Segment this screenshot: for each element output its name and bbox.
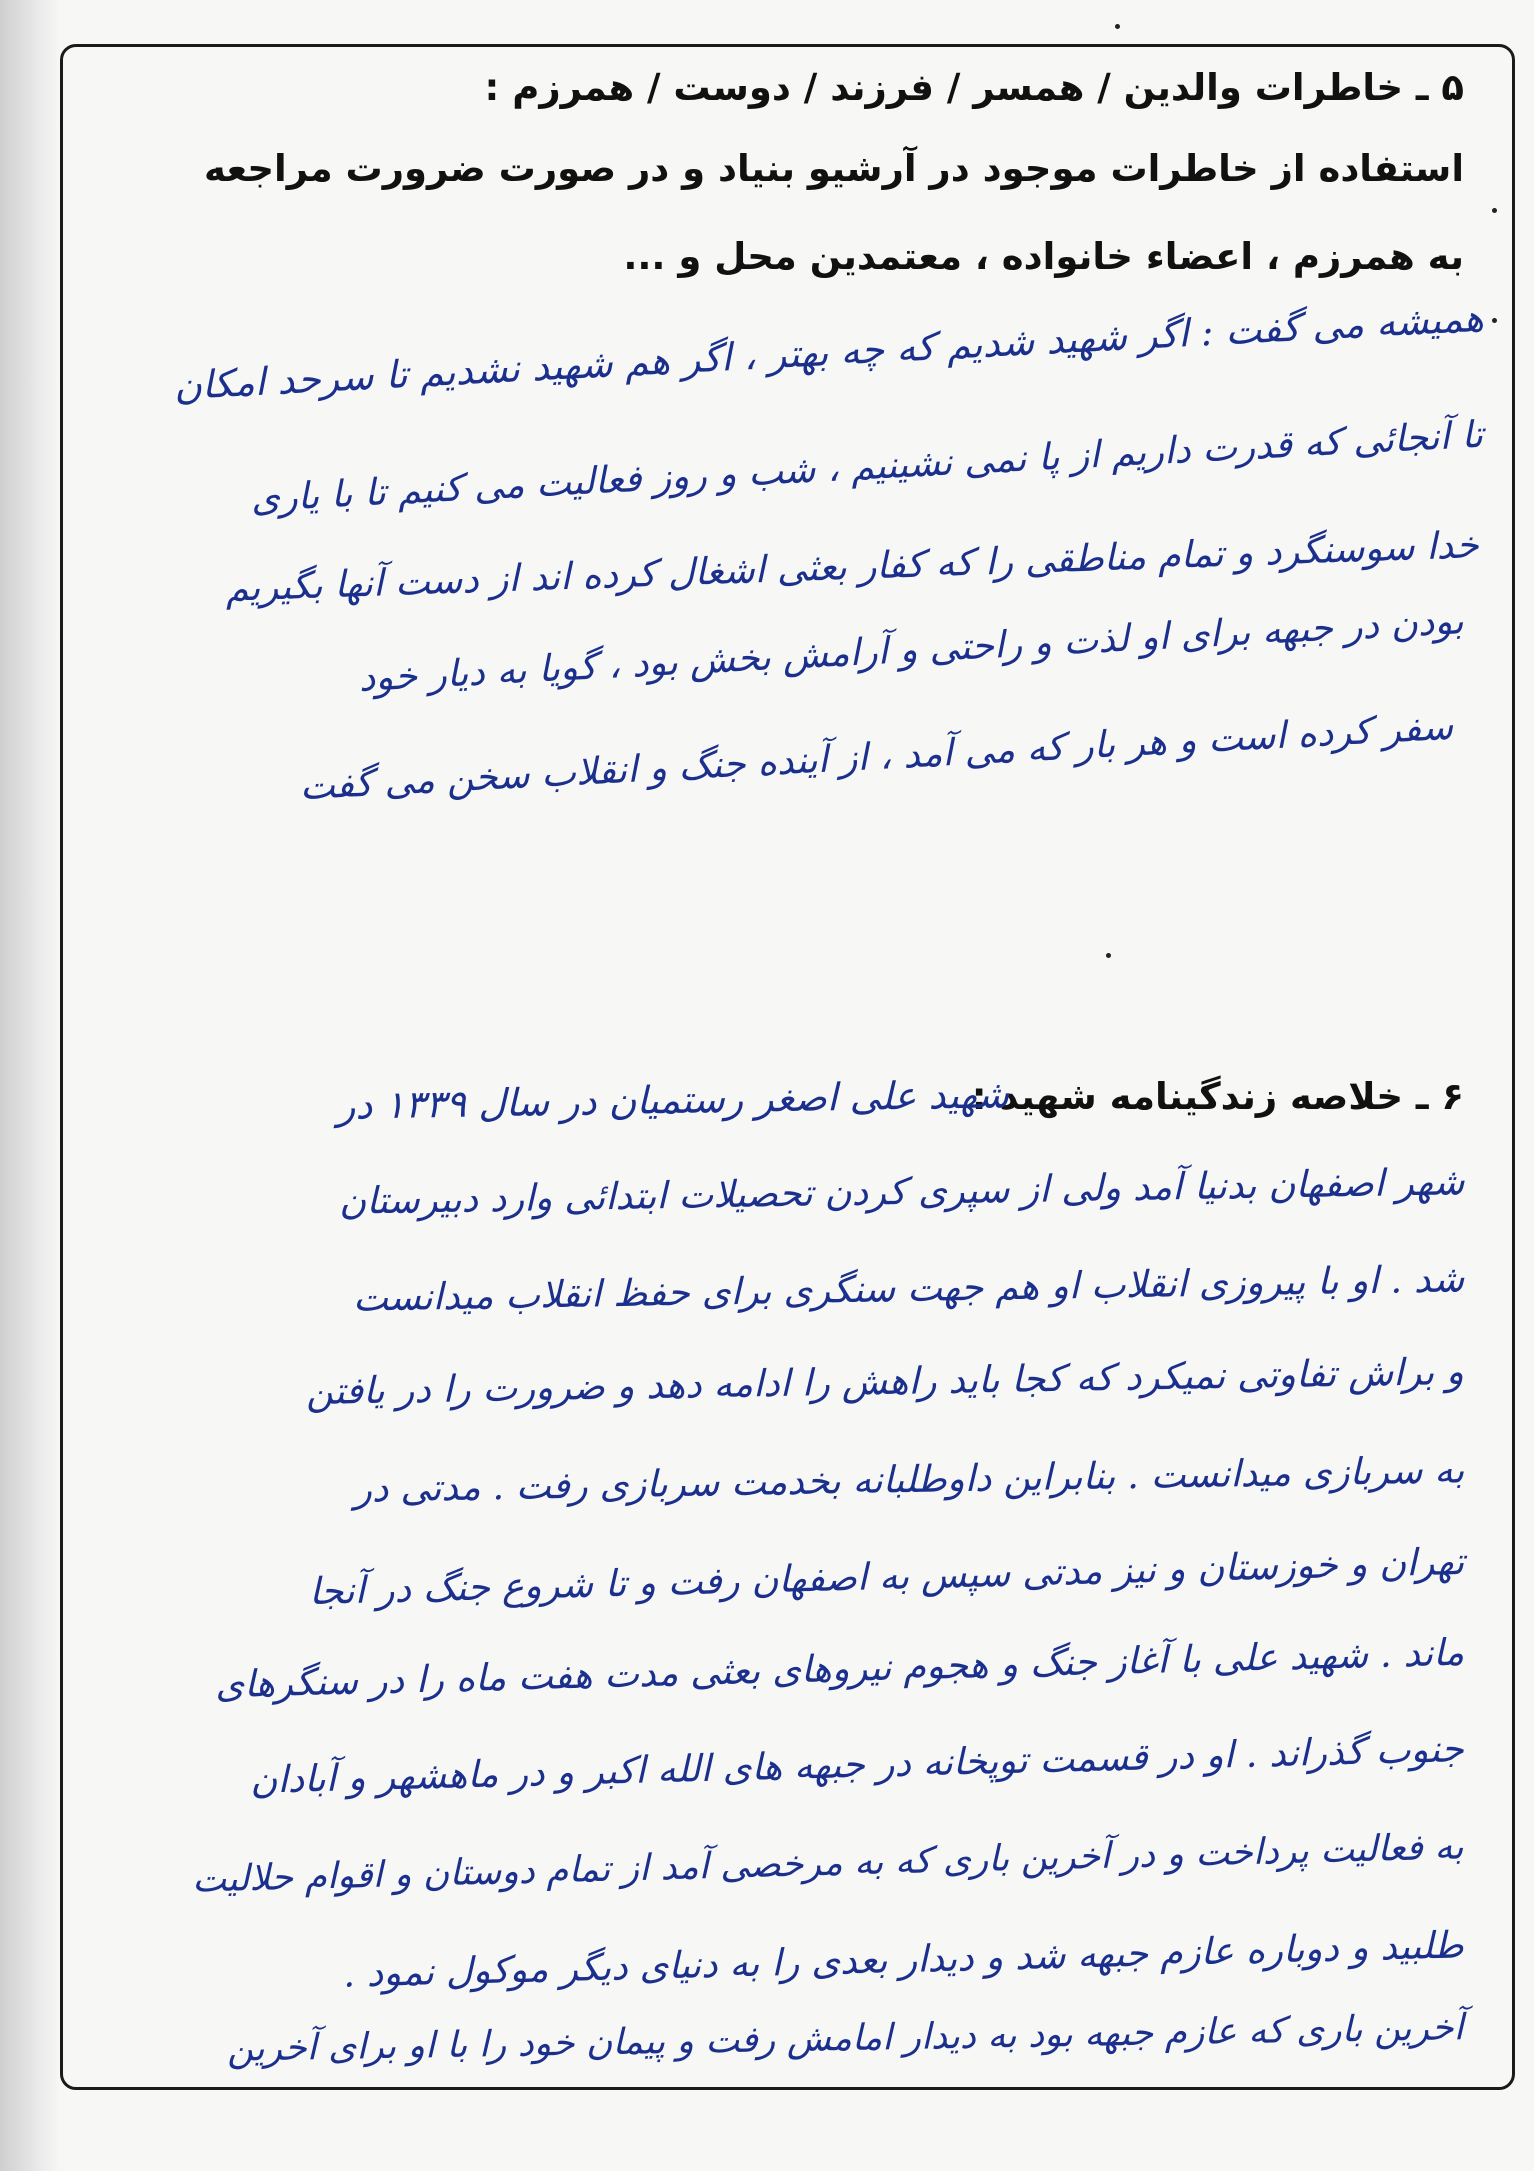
biography-line-5: به سربازی میدانست . بنابراین داوطلبانه بخدمت سربازی رفت . مدتی در	[353, 1448, 1465, 1511]
section5-instruction-line1: استفاده از خاطرات موجود در آرشیو بنیاد و در صورت ضرورت مراجعه	[204, 147, 1464, 190]
biography-line-11: آخرین باری که عازم جبهه بود به دیدار امامش رفت و پیمان خود را با او برای آخرین	[227, 2007, 1465, 2070]
scan-edge-shadow	[0, 0, 60, 2171]
memory-line-1: همیشه می گفت : اگر شهید شدیم که چه بهتر ، اگر هم شهید نشدیم تا سرحد امکان	[172, 295, 1485, 409]
memory-line-3: خدا سوسنگرد و تمام مناطقی را که کفار بعثی اشغال کرده اند از دست آنها بگیریم	[224, 523, 1480, 610]
punch-mark	[1115, 24, 1120, 29]
biography-line-4: و براش تفاوتی نمیکرد که کجا باید راهش را ادامه دهد و ضرورت را در یافتن	[305, 1349, 1465, 1414]
biography-line-3: شد . او با پیروزی انقلاب او هم جهت سنگری برای حفظ انقلاب میدانست	[352, 1257, 1465, 1320]
memory-line-4: بودن در جبهه برای او لذت و راحتی و آرامش بخش بود ، گویا به دیار خود	[357, 599, 1465, 700]
section6-heading: ۶ ـ خلاصه زندگینامه شهید :	[971, 1075, 1464, 1118]
biography-line-6: تهران و خوزستان و نیز مدتی سپس به اصفهان رفت و تا شروع جنگ در آنجا	[308, 1539, 1465, 1614]
biography-line-2: شهر اصفهان بدنیا آمد ولی از سپری کردن تحصیلات ابتدائی وارد دبیرستان	[338, 1160, 1465, 1223]
biography-line-8: جنوب گذراند . او در قسمت توپخانه در جبهه های الله اکبر و در ماهشهر و آبادان	[249, 1727, 1465, 1802]
section5-instruction-line2: به همرزم ، اعضاء خانواده ، معتمدین محل و ...	[623, 235, 1464, 278]
memory-line-5: سفر کرده است و هر بار که می آمد ، از آینده جنگ و انقلاب سخن می گفت	[298, 704, 1455, 809]
biography-line-1: شهید علی اصغر رستمیان در سال ۱۳۳۹ در	[336, 1072, 1010, 1128]
memory-line-2: تا آنجائی که قدرت داریم از پا نمی نشینیم ، شب و روز فعالیت می کنیم تا با یاری	[250, 412, 1485, 521]
biography-line-10: طلبید و دوباره عازم جبهه شد و دیدار بعدی را به دنیای دیگر موکول نمود .	[342, 1923, 1465, 1996]
biography-line-9: به فعالیت پرداخت و در آخرین باری که به مرخصی آمد از تمام دوستان و اقوام حلالیت	[191, 1826, 1465, 1901]
section5-heading: ۵ ـ خاطرات والدین / همسر / فرزند / دوست / همرزم :	[484, 66, 1464, 109]
biography-line-7: ماند . شهید علی با آغاز جنگ و هجوم نیروهای بعثی مدت هفت ماه را در سنگرهای	[214, 1630, 1465, 1707]
